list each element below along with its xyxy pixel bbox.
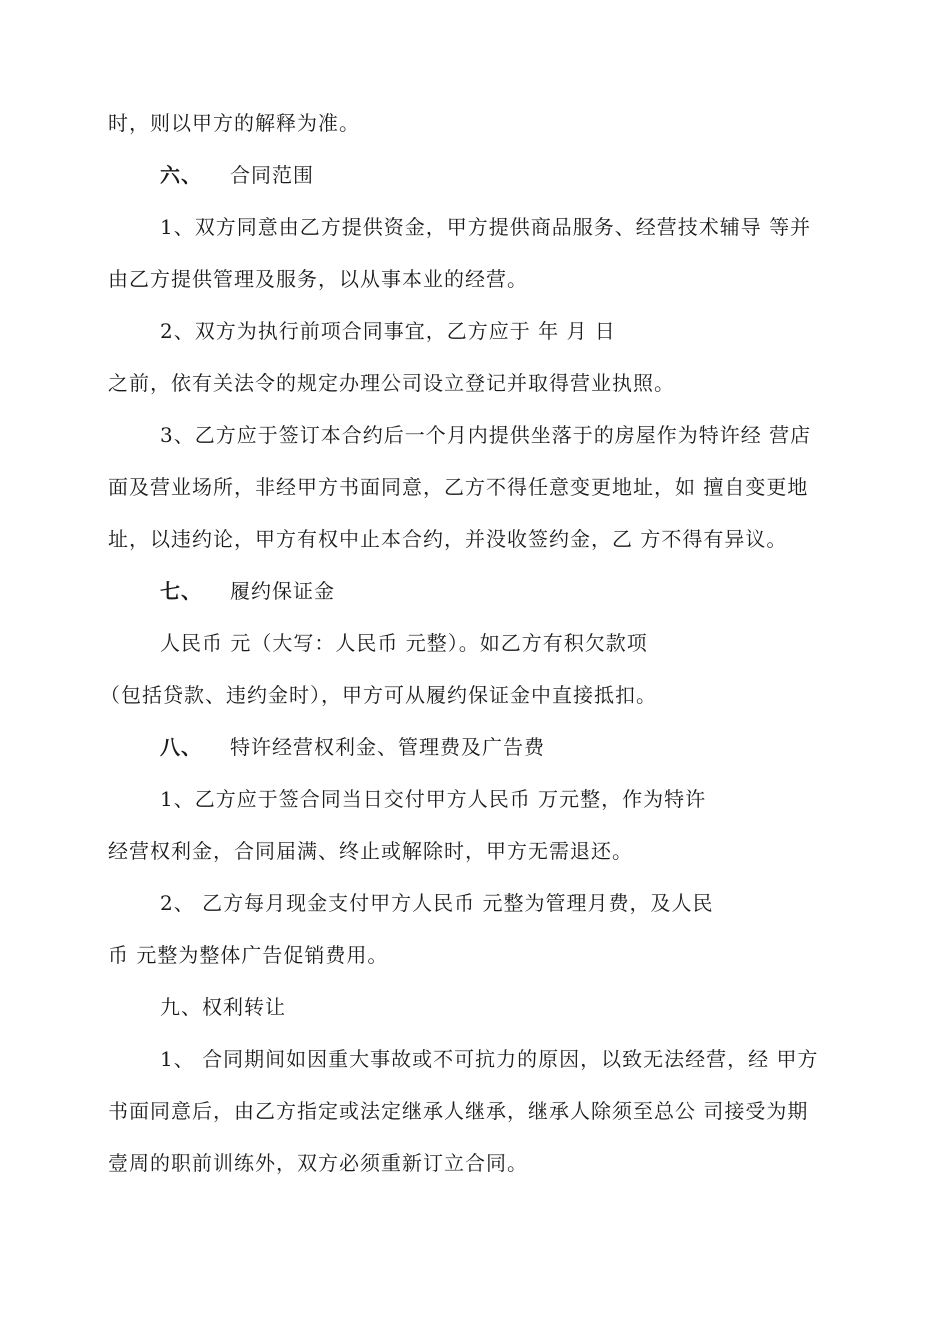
paragraph-line: 2、双方为执行前项合同事宜，乙方应于 年 月 日 [160, 319, 616, 343]
paragraph-line: 由乙方提供管理及服务，以从事本业的经营。 [108, 267, 528, 291]
paragraph-line: 3、乙方应于签订本合约后一个月内提供坐落于的房屋作为特许经 营店 [160, 423, 812, 447]
paragraph-line: 1、乙方应于签合同当日交付甲方人民币 万元整，作为特许 [160, 787, 707, 811]
section-number: 八、 [160, 735, 202, 759]
paragraph-line: 1、 合同期间如因重大事故或不可抗力的原因，以致无法经营，经 甲方 [160, 1047, 819, 1071]
paragraph-line: 之前，依有关法令的规定办理公司设立登记并取得营业执照。 [108, 371, 675, 395]
section-title: 特许经营权利金、管理费及广告费 [230, 735, 545, 759]
paragraph-line: 人民币 元（大写：人民币 元整）。如乙方有积欠款项 [160, 631, 648, 655]
paragraph-line: 书面同意后，由乙方指定或法定继承人继承，继承人除须至总公 司接受为期 [108, 1099, 809, 1123]
paragraph-line: 币 元整为整体广告促销费用。 [108, 943, 389, 967]
paragraph-line: 面及营业场所，非经甲方书面同意，乙方不得任意变更地址，如 擅自变更地 [108, 475, 809, 499]
paragraph-line: 时，则以甲方的解释为准。 [108, 111, 360, 135]
section-number: 六、 [160, 163, 202, 187]
paragraph-line: 址，以违约论，甲方有权中止本合约，并没收签约金，乙 方不得有异议。 [108, 527, 788, 551]
paragraph-line: 1、双方同意由乙方提供资金，甲方提供商品服务、经营技术辅导 等并 [160, 215, 812, 239]
section-number: 七、 [160, 579, 202, 603]
paragraph-line: 2、 乙方每月现金支付甲方人民币 元整为管理月费，及人民 [160, 891, 714, 915]
paragraph-line: 经营权利金，合同届满、终止或解除时，甲方无需退还。 [108, 839, 633, 863]
section-title: 履约保证金 [230, 579, 335, 603]
section-title: 合同范围 [230, 163, 314, 187]
paragraph-line: 壹周的职前训练外，双方必须重新订立合同。 [108, 1151, 528, 1175]
section-heading-nine: 九、权利转让 [160, 995, 286, 1019]
paragraph-line: （包括贷款、违约金时），甲方可从履约保证金中直接抵扣。 [100, 683, 657, 707]
